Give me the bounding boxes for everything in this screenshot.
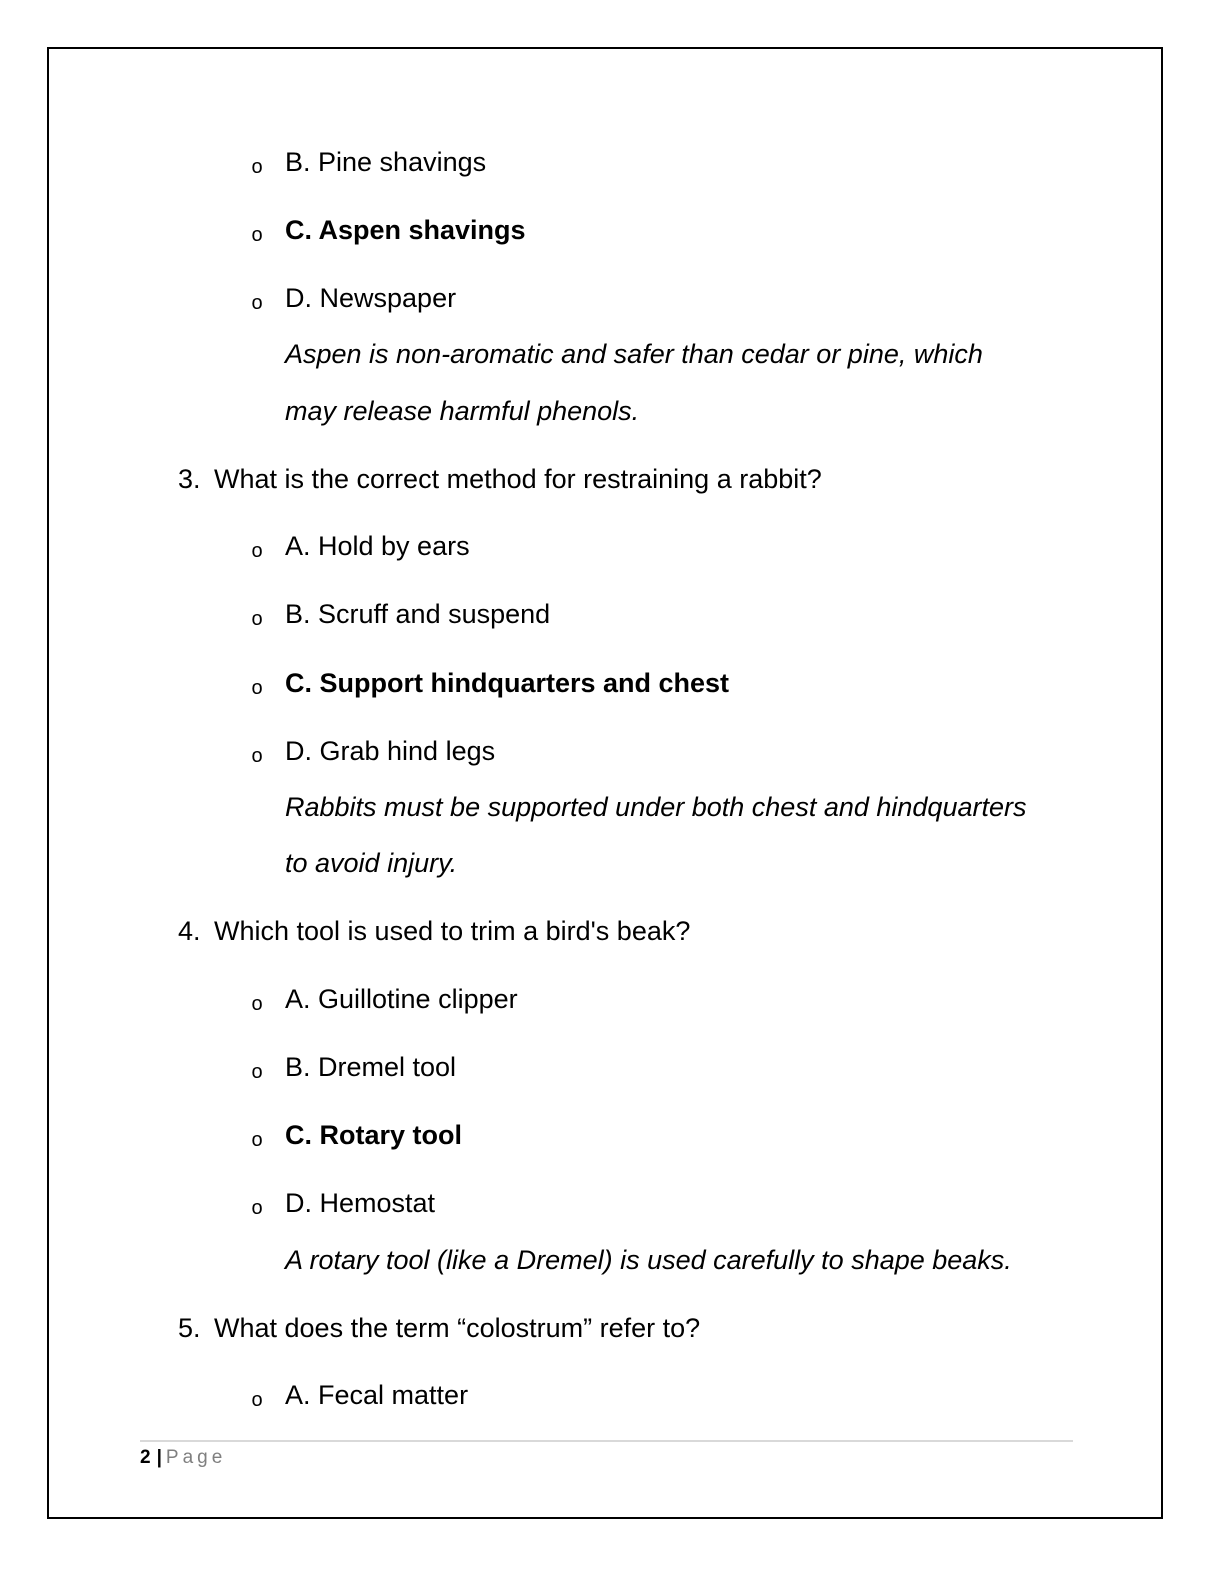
explanation-line: Rabbits must be supported under both chest and hindquarters xyxy=(285,792,1027,822)
footer-separator: | xyxy=(156,1447,162,1468)
page-label: Page xyxy=(165,1447,227,1468)
option-a-fecal-matter: A. Fecal matter xyxy=(285,1380,469,1410)
page-number: 2 xyxy=(140,1447,151,1468)
page-border xyxy=(47,47,1163,1519)
option-bullet: o xyxy=(251,677,263,699)
option-bullet: o xyxy=(251,993,263,1015)
question-5-text: What does the term “colostrum” refer to? xyxy=(214,1313,701,1343)
option-c-rotary-tool-correct: C. Rotary tool xyxy=(285,1120,463,1150)
option-d-newspaper: D. Newspaper xyxy=(285,283,457,313)
option-a-hold-by-ears: A. Hold by ears xyxy=(285,531,470,561)
option-bullet: o xyxy=(251,745,263,767)
question-4-text: Which tool is used to trim a bird's beak? xyxy=(214,916,691,946)
option-bullet: o xyxy=(251,224,263,246)
option-bullet: o xyxy=(251,1197,263,1219)
explanation-line: to avoid injury. xyxy=(285,848,458,878)
page-footer xyxy=(140,1446,226,1470)
explanation-line: Aspen is non-aromatic and safer than cedar or pine, which xyxy=(285,339,983,369)
option-bullet: o xyxy=(251,1061,263,1083)
question-number: 5. xyxy=(178,1313,201,1343)
option-bullet: o xyxy=(251,1129,263,1151)
option-bullet: o xyxy=(251,1389,263,1411)
option-b-scruff-and-suspend: B. Scruff and suspend xyxy=(285,599,551,629)
option-a-guillotine-clipper: A. Guillotine clipper xyxy=(285,984,518,1014)
option-d-grab-hind-legs: D. Grab hind legs xyxy=(285,736,496,766)
explanation-line: A rotary tool (like a Dremel) is used carefully to shape beaks. xyxy=(285,1245,1012,1275)
question-number: 4. xyxy=(178,916,201,946)
question-number: 3. xyxy=(178,464,201,494)
option-bullet: o xyxy=(251,156,263,178)
option-c-support-hindquarters-correct: C. Support hindquarters and chest xyxy=(285,668,730,698)
explanation-line: may release harmful phenols. xyxy=(285,396,640,426)
option-bullet: o xyxy=(251,608,263,630)
question-3-text: What is the correct method for restraining a rabbit? xyxy=(214,464,822,494)
option-d-hemostat: D. Hemostat xyxy=(285,1188,436,1218)
option-b-pine-shavings: B. Pine shavings xyxy=(285,147,487,177)
option-c-aspen-shavings-correct: C. Aspen shavings xyxy=(285,215,526,245)
option-b-dremel-tool: B. Dremel tool xyxy=(285,1052,457,1082)
footer-divider xyxy=(140,1440,1073,1442)
option-bullet: o xyxy=(251,540,263,562)
option-bullet: o xyxy=(251,292,263,314)
